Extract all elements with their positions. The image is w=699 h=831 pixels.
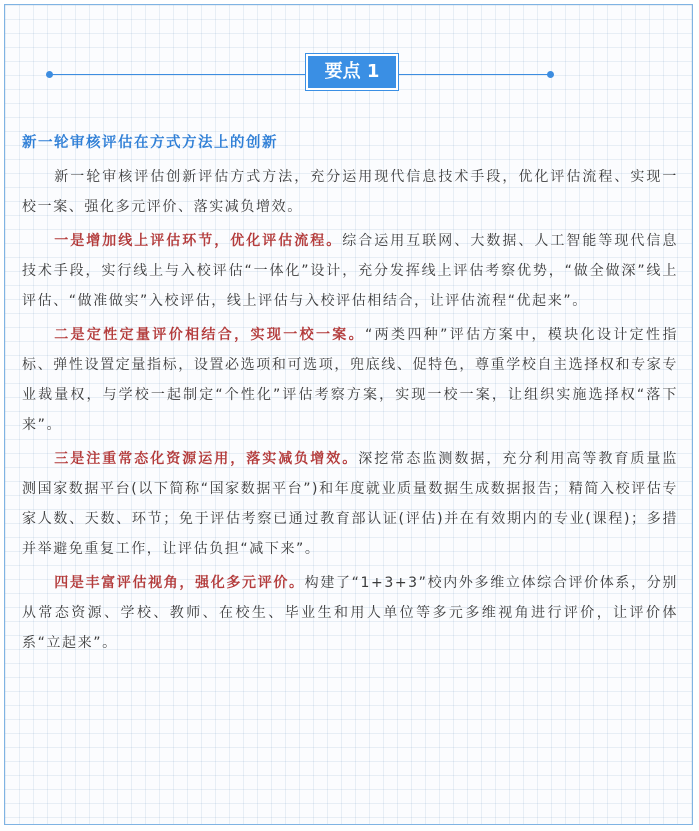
point-paragraph-1 bbox=[22, 226, 678, 316]
point-body-2: “两类四种”评估方案中，模块化设计定性指标、弹性设置定量指标，设置必选项和可选项，兜底线、促特色，尊重学校自主选择权和专家专业裁量权，与学校一起制定“个性化”评估考察方案，实现一校一案，让组织实施选择权“落下来”。 bbox=[22, 327, 678, 433]
article-body bbox=[22, 130, 678, 662]
intro-paragraph: 新一轮审核评估创新评估方式方法，充分运用现代信息技术手段，优化评估流程、实现一校一案、强化多元评价、落实减负增效。 bbox=[22, 169, 678, 215]
point-lead-2: 二是定性定量评价相结合，实现一校一案。 bbox=[54, 327, 366, 343]
point-body-1: 综合运用互联网、大数据、人工智能等现代信息技术手段，实行线上与入校评估“一体化”设计，充分发挥线上评估考察优势，“做全做深”线上评估、“做准做实”入校评估，线上评估与入校评估相结合，让评估流程“优起来”。 bbox=[22, 233, 678, 309]
point-body-3: 深挖常态监测数据，充分利用高等教育质量监测国家数据平台(以下简称“国家数据平台”)和年度就业质量数据生成数据报告；精简入校评估专家人数、天数、环节；免于评估考察已通过教育部认证(评估)并在有效期内的专业(课程)；多措并举避免重复工作，让评估负担“减下来”。 bbox=[22, 451, 678, 557]
header-dot-right bbox=[547, 71, 554, 78]
key-point-badge: 要点 1 bbox=[306, 54, 398, 90]
header-dot-left bbox=[46, 71, 53, 78]
point-paragraph-3 bbox=[22, 444, 678, 564]
point-lead-4: 四是丰富评估视角，强化多元评价。 bbox=[54, 575, 305, 591]
section-title: 新一轮审核评估在方式方法上的创新 bbox=[22, 135, 278, 151]
point-lead-1: 一是增加线上评估环节，优化评估流程。 bbox=[54, 233, 343, 249]
header-divider-line bbox=[50, 74, 550, 75]
point-body-4: 构建了“1+3+3”校内外多维立体综合评价体系，分别从常态资源、学校、教师、在校生、毕业生和用人单位等多元多维视角进行评价，让评价体系“立起来”。 bbox=[22, 575, 678, 651]
point-paragraph-4 bbox=[22, 568, 678, 658]
point-lead-3: 三是注重常态化资源运用，落实减负增效。 bbox=[54, 451, 359, 467]
section-header bbox=[0, 48, 699, 88]
point-paragraph-2 bbox=[22, 320, 678, 440]
